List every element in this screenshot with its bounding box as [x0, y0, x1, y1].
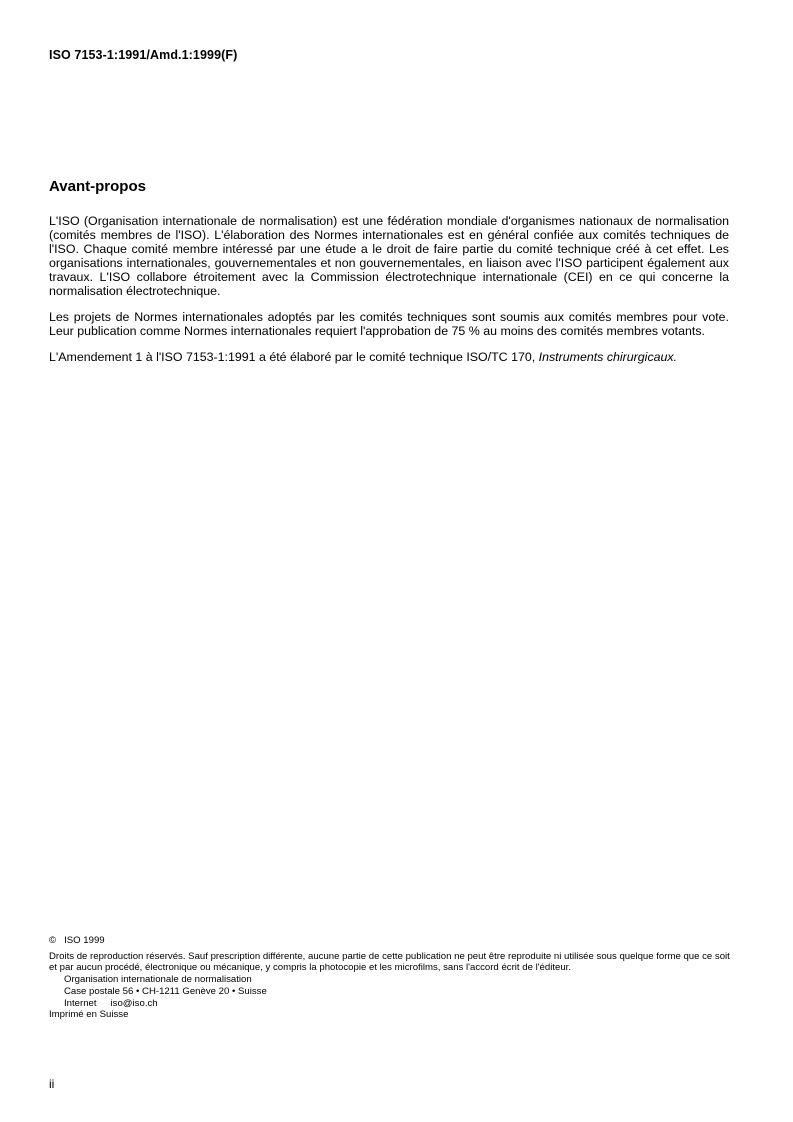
foreword-body	[49, 214, 729, 376]
foreword-paragraph-1: L'ISO (Organisation internationale de normalisation) est une fédération mondiale d'organismes nationaux de normalisation (comités membres de l'ISO). L'élaboration des Normes internationales est en général confiée aux comités techniques de l'ISO. Chaque comité membre intéressé par une étude a le droit de faire partie du comité technique créé à cet effet. Les organisations internationales, gouvernementales et non gouvernementales, en liaison avec l'ISO participent également aux travaux. L'ISO collabore étroitement avec la Commission électrotechnique internationale (CEI) en ce qui concerne la normalisation électrotechnique.	[49, 214, 729, 298]
copyright-notice: Droits de reproduction réservés. Sauf prescription différente, aucune partie de cette publication ne peut être reproduite ni utilisée sous quelque forme que ce soit et par aucun procédé, électronique ou mécanique, y compris la photocopie et les microfilms, sans l'accord écrit de l'éditeur.	[49, 950, 730, 974]
internet-email: iso@iso.ch	[110, 997, 158, 1009]
copyright-year: ISO 1999	[64, 935, 105, 946]
copyright-block	[49, 935, 739, 1021]
printed-in: Imprimé en Suisse	[49, 1009, 129, 1021]
publisher-internet	[49, 998, 739, 1010]
section-title: Avant-propos	[49, 178, 146, 195]
copyright-icon: ©	[49, 935, 57, 946]
page-number: ii	[49, 1077, 55, 1091]
document-header: ISO 7153-1:1991/Amd.1:1999(F)	[49, 48, 238, 62]
publisher-name: Organisation internationale de normalisation	[64, 974, 252, 986]
foreword-paragraph-3-text: L'Amendement 1 à l'ISO 7153-1:1991 a été élaboré par le comité technique ISO/TC 170,	[49, 350, 539, 364]
foreword-paragraph-2: Les projets de Normes internationales adoptés par les comités techniques sont soumis aux comités membres pour vote. Leur publication comme Normes internationales requiert l'approbation de 75 % au moins des comités membres votants.	[49, 310, 729, 338]
internet-label: Internet	[64, 997, 97, 1009]
committee-title: Instruments chirurgicaux.	[538, 350, 678, 364]
copyright-line	[49, 935, 739, 947]
foreword-paragraph-3	[49, 350, 729, 364]
publisher-address: Case postale 56 • CH-1211 Genève 20 • Suisse	[64, 985, 267, 997]
